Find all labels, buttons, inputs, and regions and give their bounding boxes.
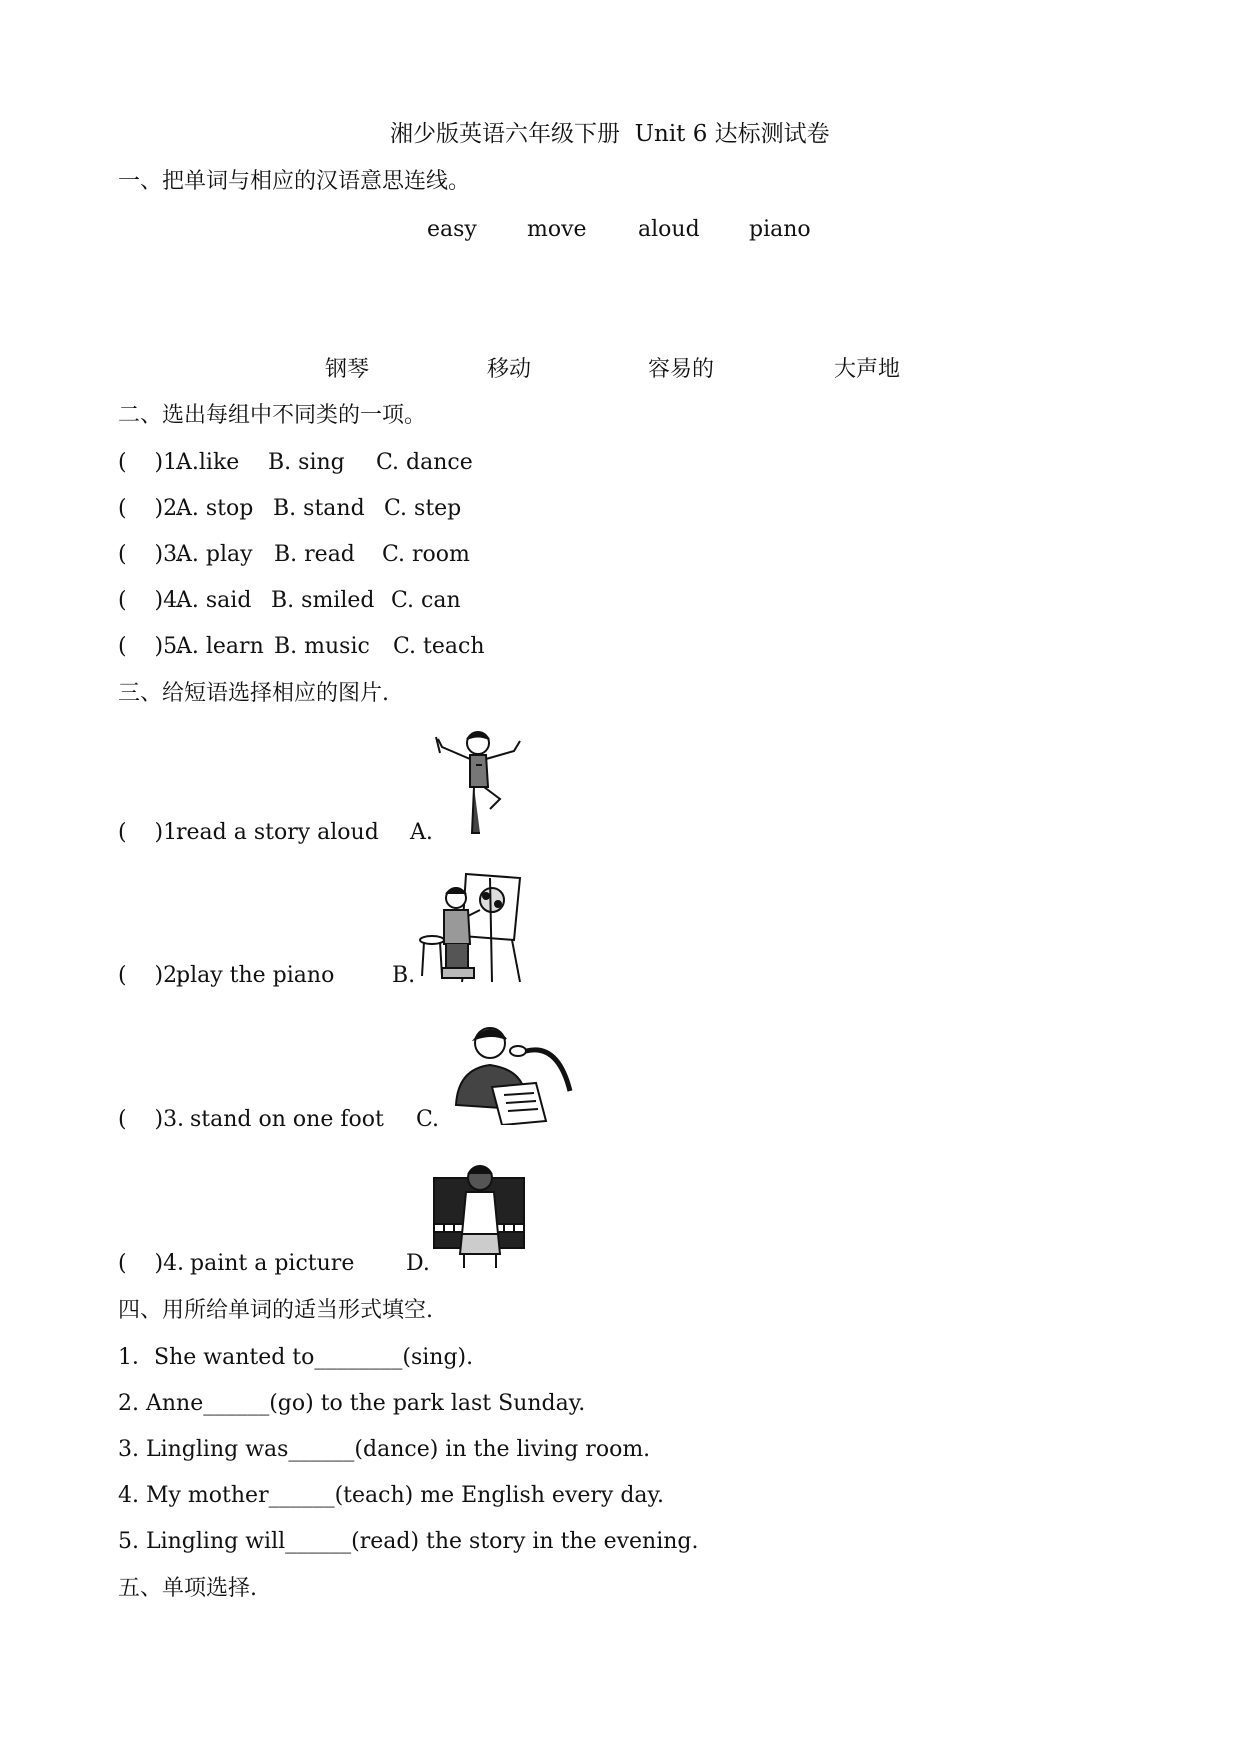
english-word-2: move	[527, 217, 587, 242]
picture-letter-d: D.	[406, 1251, 430, 1276]
option-c: C. teach	[393, 634, 485, 659]
picture-boy-standing-on-one-foot	[430, 725, 530, 840]
question-number: ( )1.	[118, 450, 185, 475]
match-number: ( )3．	[118, 1107, 200, 1132]
english-word-1: easy	[427, 217, 477, 242]
question-number: ( )2.	[118, 496, 185, 521]
match-phrase: play the piano	[176, 963, 335, 988]
match-phrase: read a story aloud	[176, 820, 379, 845]
fill-blank-item: 4. My mother______(teach) me English every day.	[118, 1483, 665, 1508]
page-title: 湘少版英语六年级下册 Unit 6 达标测试卷	[390, 121, 830, 147]
option-c: C. dance	[376, 450, 473, 475]
section5-heading: 五、单项选择.	[118, 1576, 257, 1601]
picture-girl-playing-piano	[430, 1158, 530, 1270]
option-a: A. stop	[176, 496, 254, 521]
question-number: ( )3.	[118, 542, 185, 567]
option-c: C. room	[382, 542, 470, 567]
option-b: B. smiled	[271, 588, 375, 613]
picture-boy-reading-at-microphone	[446, 1017, 576, 1125]
option-a: A.like	[176, 450, 240, 475]
english-word-4: piano	[749, 217, 811, 242]
chinese-word-2: 移动	[487, 357, 532, 382]
chinese-word-4: 大声地	[834, 357, 901, 382]
fill-blank-item: 5. Lingling will______(read) the story in the evening.	[118, 1529, 699, 1554]
fill-blank-item: 1．She wanted to________(sing).	[118, 1345, 474, 1370]
match-phrase: stand on one foot	[190, 1107, 384, 1132]
option-b: B. sing	[268, 450, 345, 475]
match-number: ( )1.	[118, 820, 185, 845]
option-c: C. can	[391, 588, 461, 613]
match-phrase: paint a picture	[190, 1251, 355, 1276]
section2-heading: 二、选出每组中不同类的一项。	[118, 403, 427, 428]
option-a: A. play	[176, 542, 253, 567]
section4-heading: 四、用所给单词的适当形式填空.	[118, 1298, 433, 1323]
fill-blank-item: 3. Lingling was______(dance) in the living room.	[118, 1437, 651, 1462]
chinese-word-3: 容易的	[648, 357, 715, 382]
match-number: ( )2.	[118, 963, 185, 988]
picture-letter-b: B.	[392, 963, 416, 988]
section3-heading: 三、给短语选择相应的图片.	[118, 681, 389, 706]
picture-letter-a: A.	[410, 820, 433, 845]
option-b: B. read	[274, 542, 355, 567]
english-word-3: aloud	[638, 217, 700, 242]
option-b: B. stand	[273, 496, 365, 521]
option-a: A. learn	[176, 634, 264, 659]
option-b: B. music	[274, 634, 370, 659]
fill-blank-item: 2. Anne______(go) to the park last Sunday.	[118, 1391, 586, 1416]
option-c: C. step	[384, 496, 462, 521]
picture-girl-painting-at-easel	[418, 870, 528, 988]
option-a: A. said	[176, 588, 252, 613]
question-number: ( )5.	[118, 634, 185, 659]
match-number: ( )4．	[118, 1251, 200, 1276]
picture-letter-c: C.	[416, 1107, 440, 1132]
question-number: ( )4.	[118, 588, 185, 613]
section1-heading: 一、把单词与相应的汉语意思连线。	[118, 169, 471, 194]
chinese-word-1: 钢琴	[325, 357, 370, 382]
